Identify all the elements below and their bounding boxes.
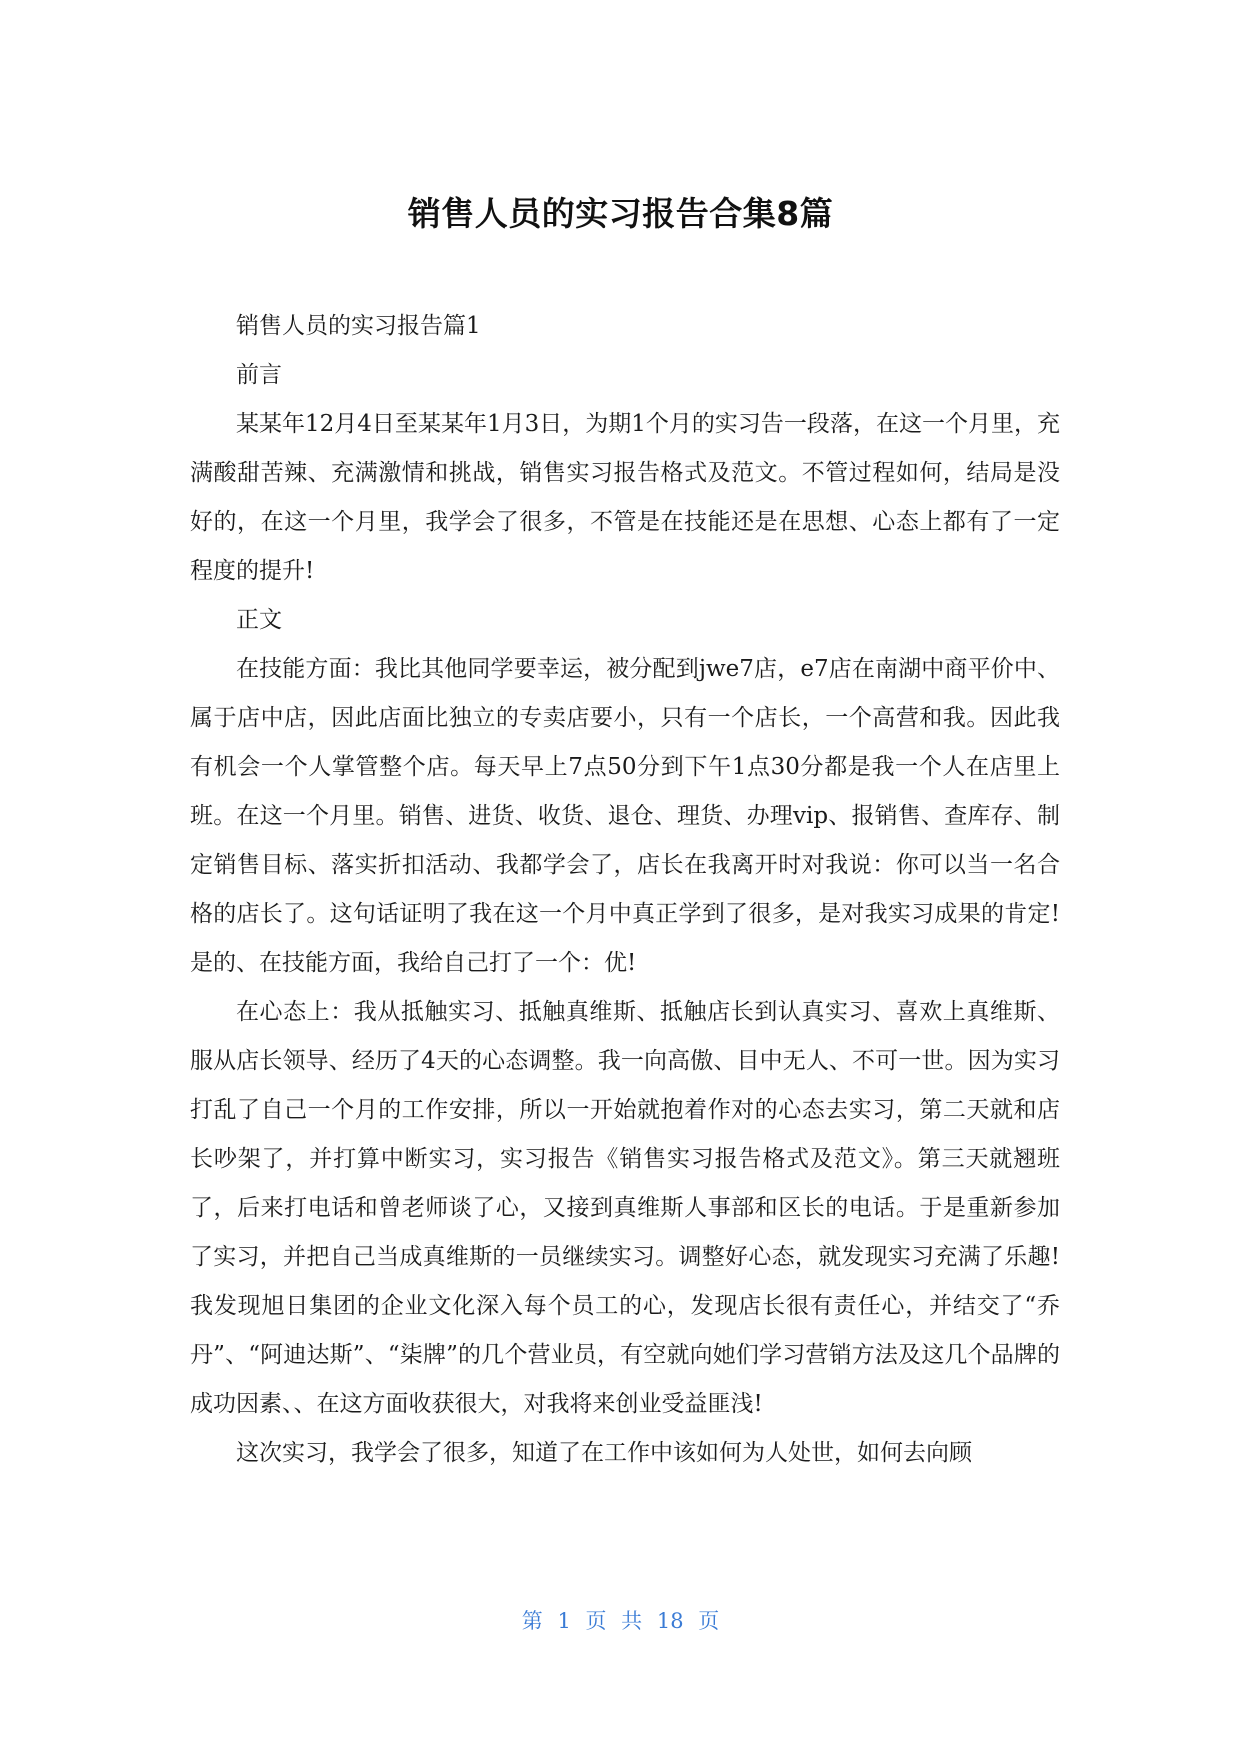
page-number-footer: 第 1 页 共 18 页	[521, 1609, 720, 1633]
section-heading: 销售人员的实习报告篇1	[236, 313, 481, 339]
paragraph: 某某年12月4日至某某年1月3日，为期1个月的实习告一段落，在这一个月里，充满酸甜苦辣、充满激情和挑战，销售实习报告格式及范文。不管过程如何，结局是没好的，在这一个月里，我学会了很多，不管是在技能还是在思想、心态上都有了一定程度的提升!	[190, 411, 1060, 584]
paragraph: 这次实习，我学会了很多，知道了在工作中该如何为人处世，如何去向顾	[236, 1440, 972, 1466]
paragraph: 在心态上：我从抵触实习、抵触真维斯、抵触店长到认真实习、喜欢上真维斯、服从店长领导、经历了4天的心态调整。我一向高傲、目中无人、不可一世。因为实习打乱了自己一个月的工作安排，所以一开始就抱着作对的心态去实习，第二天就和店长吵架了，并打算中断实习，实习报告《销售实习报告格式及范文》。第三天就翘班了，后来打电话和曾老师谈了心，又接到真维斯人事部和区长的电话。于是重新参加了实习，并把自己当成真维斯的一员继续实习。调整好心态，就发现实习充满了乐趣!我发现旭日集团的企业文化深入每个员工的心，发现店长很有责任心，并结交了“乔丹”、“阿迪达斯”、“柒牌”的几个营业员，有空就向她们学习营销方法及这几个品牌的成功因素、、在这方面收获很大，对我将来创业受益匪浅!	[190, 999, 1060, 1417]
document-title: 销售人员的实习报告合集8篇	[407, 194, 834, 233]
subheading-main-text: 正文	[236, 607, 282, 633]
subheading-preface: 前言	[236, 362, 282, 388]
paragraph: 在技能方面：我比其他同学要幸运，被分配到jwe7店，e7店在南湖中商平价中、属于店中店，因此店面比独立的专卖店要小，只有一个店长，一个高营和我。因此我有机会一个人掌管整个店。每天早上7点50分到下午1点30分都是我一个人在店里上班。在这一个月里。销售、进货、收货、退仓、理货、办理vip、报销售、查库存、制定销售目标、落实折扣活动、我都学会了，店长在我离开时对我说：你可以当一名合格的店长了。这句话证明了我在这一个月中真正学到了很多，是对我实习成果的肯定!是的、在技能方面，我给自己打了一个：优!	[190, 656, 1060, 976]
document-body	[190, 302, 1060, 1478]
